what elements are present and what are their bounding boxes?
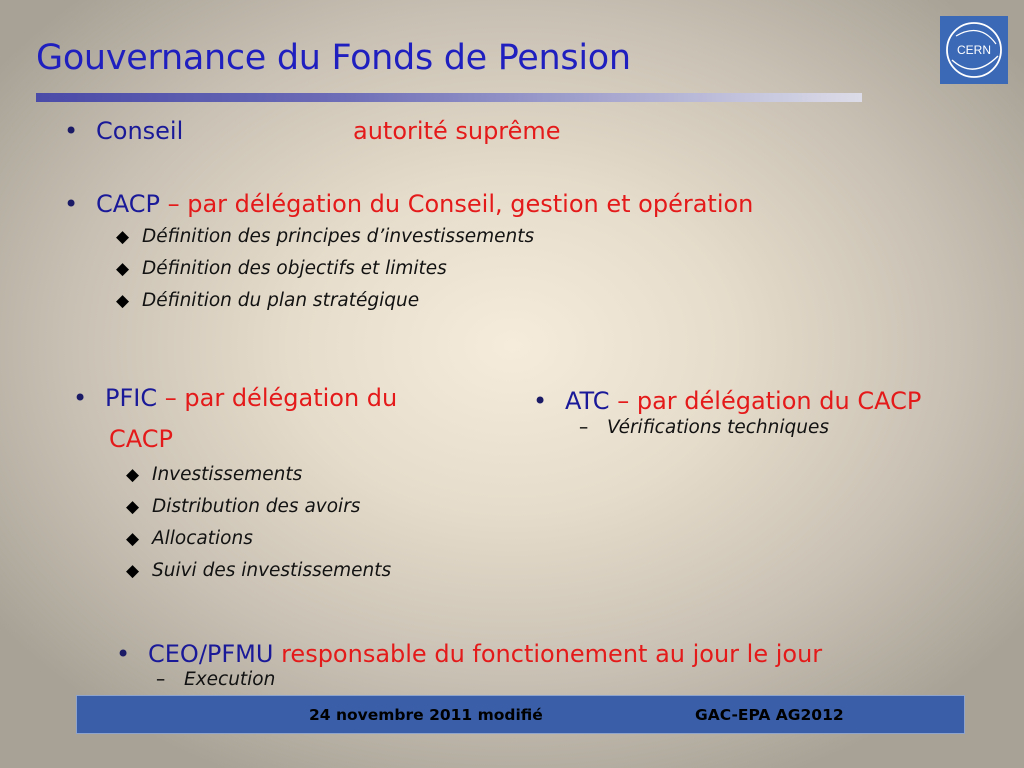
title-underline — [36, 93, 862, 102]
cern-logo — [940, 16, 1008, 84]
diamond-bullet-icon: ◆ — [126, 465, 140, 485]
item-pfic — [73, 377, 397, 587]
bullet-icon: • — [533, 387, 548, 415]
ceo-label: CEO/PFMU — [148, 640, 274, 668]
bullet-icon: • — [116, 640, 131, 668]
atc-sub-item: – Vérifications techniques — [579, 412, 921, 443]
dash-bullet-icon: – — [156, 669, 166, 690]
bullet-icon: • — [73, 384, 88, 412]
cacp-desc: – par délégation du Conseil, gestion et opération — [159, 190, 754, 218]
pfic-sub-item: ◆ Suivi des investissements — [126, 555, 397, 587]
bullet-icon: • — [64, 117, 79, 145]
item-atc — [533, 384, 921, 443]
conseil-label: Conseil — [96, 117, 184, 145]
pfic-sub-item: ◆ Allocations — [126, 523, 397, 555]
diamond-bullet-icon: ◆ — [116, 259, 130, 279]
bullet-icon: • — [64, 190, 79, 218]
atc-desc: – par délégation du CACP — [609, 387, 922, 415]
diamond-bullet-icon: ◆ — [126, 497, 140, 517]
conseil-desc: autorité suprême — [353, 117, 561, 145]
cacp-sub-item: ◆ Définition des objectifs et limites — [116, 253, 753, 285]
diamond-bullet-icon: ◆ — [126, 561, 140, 581]
footer-date: 24 novembre 2011 modifié — [309, 706, 543, 724]
item-ceo — [116, 637, 822, 695]
pfic-desc-line1: – par délégation du — [157, 384, 398, 412]
ceo-sub-item: – Execution — [156, 664, 822, 695]
dash-bullet-icon: – — [579, 417, 589, 438]
cacp-sub-item: ◆ Définition du plan stratégique — [116, 285, 753, 317]
diamond-bullet-icon: ◆ — [116, 291, 130, 311]
pfic-label: PFIC — [105, 384, 158, 412]
cacp-label: CACP — [96, 190, 160, 218]
item-conseil — [64, 114, 183, 148]
logo-text: CERN — [956, 43, 992, 57]
item-cacp — [64, 187, 753, 317]
ceo-desc: responsable du fonctionement au jour le jour — [273, 640, 823, 668]
pfic-sub-item: ◆ Distribution des avoirs — [126, 491, 397, 523]
slide-title: Gouvernance du Fonds de Pension — [36, 38, 631, 78]
diamond-bullet-icon: ◆ — [126, 529, 140, 549]
pfic-desc-line2: CACP — [109, 425, 173, 453]
diamond-bullet-icon: ◆ — [116, 227, 130, 247]
footer-ref: GAC-EPA AG2012 — [695, 706, 844, 724]
pfic-sub-item: ◆ Investissements — [126, 459, 397, 491]
footer-bar — [76, 695, 965, 734]
atc-label: ATC — [565, 387, 610, 415]
cacp-sub-item: ◆ Définition des principes d’investissements — [116, 221, 753, 253]
